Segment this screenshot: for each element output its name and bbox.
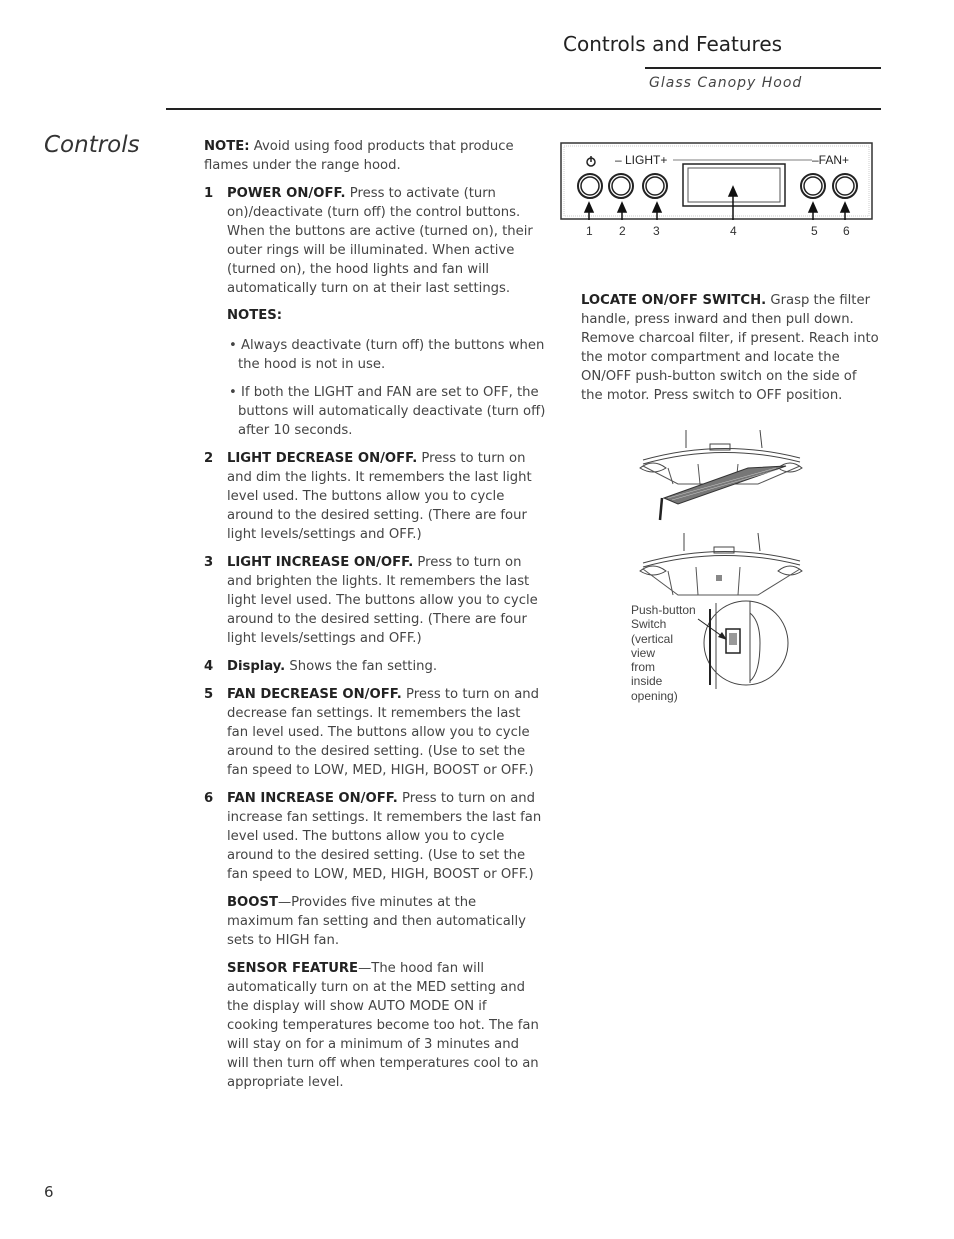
notes-heading: NOTES: <box>227 308 283 323</box>
item-number: 5 <box>204 687 214 702</box>
note-text: Avoid using food products that produce flames under the range hood. <box>204 139 514 173</box>
light-label: – LIGHT+ <box>615 153 668 167</box>
fan-label: –FAN+ <box>812 153 850 167</box>
page-number: 6 <box>44 1183 54 1201</box>
header-divider-long <box>166 108 881 110</box>
note-paragraph <box>204 137 524 175</box>
item-label: FAN DECREASE ON/OFF. <box>227 687 402 702</box>
page-header-subtitle: Glass Canopy Hood <box>649 75 803 91</box>
item-text: Press to turn on and brighten the lights. It remembers the last light level used. The buttons allow you to cycle around to the desired setting. (There are four light levels/settings and OFF.) <box>227 555 538 646</box>
note-label: NOTE: <box>204 139 250 154</box>
locate-text: Grasp the filter handle, press inward and then pull down. Remove charcoal filter, if present. Reach into the motor compartment and locate the ON/OFF push-button switch on the side of the motor. Press switch to OFF position. <box>581 293 879 403</box>
item-text: Shows the fan setting. <box>285 659 438 674</box>
item-number: 3 <box>204 555 214 570</box>
item-text: Press to turn on and dim the lights. It remembers the last light level used. The buttons allow you to cycle around to the desired setting. (There are four light levels/settings and OFF.) <box>227 451 532 542</box>
item-text: Press to turn on and increase fan settings. It remembers the last fan level used. The buttons allow you to cycle around to the desired setting. (Use to set the fan speed to LOW, MED, HIGH, BOOST or OFF.) <box>227 791 542 882</box>
item-label: FAN INCREASE ON/OFF. <box>227 791 398 806</box>
callout-number: 3 <box>653 224 660 238</box>
item-number: 1 <box>204 186 214 201</box>
bullet-item: • Always deactivate (turn off) the buttons when the hood is not in use. <box>229 338 545 372</box>
power-button[interactable] <box>578 174 602 198</box>
item-label: LIGHT DECREASE ON/OFF. <box>227 451 418 466</box>
locate-label: LOCATE ON/OFF SWITCH. <box>581 293 767 308</box>
page-header-title: Controls and Features <box>563 32 783 56</box>
item-text: Press to turn on and decrease fan settings. It remembers the last fan level used. The buttons allow you to cycle around to the desired setting. (Use to set the fan speed to LOW, MED, HIGH, BOOST or OFF.) <box>227 687 540 778</box>
item-text: Press to activate (turn on)/deactivate (turn off) the control buttons. When the buttons are active (turned on), their outer rings will be illuminated. When active (turned on), the hood lights and fan will automatically turn on at their last settings. <box>227 186 533 296</box>
callout-number: 5 <box>811 224 818 238</box>
item-number: 4 <box>204 659 214 674</box>
item-number: 6 <box>204 791 214 806</box>
fan-decrease-button[interactable] <box>801 174 825 198</box>
fan-increase-button[interactable] <box>833 174 857 198</box>
fan-display <box>683 164 785 206</box>
boost-text: —Provides five minutes at the maximum fan setting and then automatically sets to HIGH fan. <box>227 895 526 948</box>
control-panel-diagram <box>560 142 876 242</box>
boost-label: BOOST <box>227 895 278 910</box>
item-number: 2 <box>204 451 214 466</box>
callout-number: 1 <box>586 224 593 238</box>
item-label: Display. <box>227 659 286 674</box>
sensor-text: —The hood fan will automatically turn on at the MED setting and the display will show AUTO MODE ON if cooking temperatures become too hot. The fan will stay on for a minimum of 3 minutes and will then turn off when temperatures cool to an appropriate level. <box>227 961 539 1090</box>
section-title: Controls <box>44 132 140 158</box>
boost-paragraph <box>227 893 542 950</box>
light-decrease-button[interactable] <box>609 174 633 198</box>
switch-callout-label: Push-button Switch (vertical view from inside opening) <box>631 603 696 703</box>
header-divider-short <box>645 67 881 69</box>
callout-number: 6 <box>843 224 850 238</box>
hood-filter-illustration <box>638 428 804 524</box>
light-increase-button[interactable] <box>643 174 667 198</box>
bullet-item: • If both the LIGHT and FAN are set to OFF, the buttons will automatically deactivate (turn off) after 10 seconds. <box>229 385 546 438</box>
locate-switch-paragraph <box>581 291 881 405</box>
callout-number: 2 <box>619 224 626 238</box>
item-label: POWER ON/OFF. <box>227 186 346 201</box>
sensor-label: SENSOR FEATURE <box>227 961 359 976</box>
item-label: LIGHT INCREASE ON/OFF. <box>227 555 414 570</box>
sensor-paragraph <box>227 959 542 1092</box>
callout-number: 4 <box>730 224 737 238</box>
